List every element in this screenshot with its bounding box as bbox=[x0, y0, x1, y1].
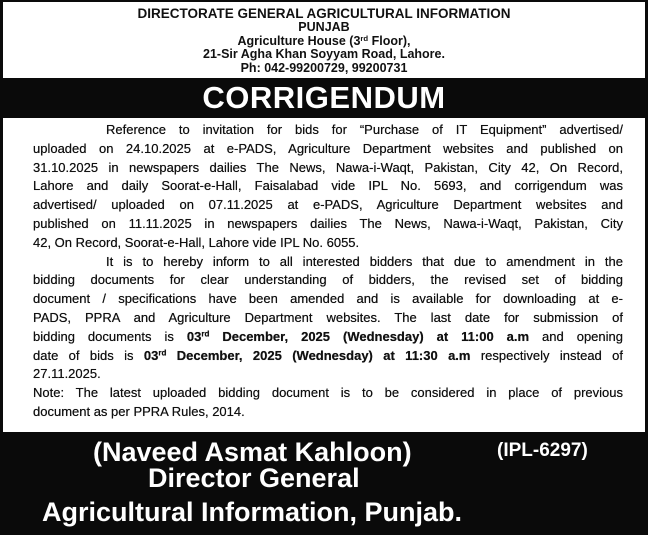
text: and opening bbox=[529, 328, 623, 344]
province: PUNJAB bbox=[298, 19, 350, 34]
phone: Ph: 042-99200729, 99200731 bbox=[240, 61, 408, 76]
ordinal-suffix: rd bbox=[158, 348, 167, 358]
paragraph-line: 31.10.2025 in newspapers dailies The News, Nawa-i-Waqt, Pakistan, City 42, On Record, bbox=[33, 159, 623, 175]
address-text: Floor), bbox=[368, 33, 411, 48]
opening-date-line bbox=[33, 347, 623, 366]
notice-title: CORRIGENDUM bbox=[202, 80, 446, 115]
paragraph-line: 27.11.2025. bbox=[33, 366, 101, 382]
paragraph-line: uploaded on 24.10.2025 at e-PADS, Agriculture Department websites and published on bbox=[33, 140, 623, 156]
submission-deadline: December, 2025 (Wednesday) at 11:00 a.m bbox=[209, 328, 530, 344]
address-line-1 bbox=[3, 35, 645, 49]
address-text: Agriculture House (3 bbox=[237, 33, 361, 48]
paragraph-line: 42, On Record, Soorat-e-Hall, Lahore vide IPL No. 6055. bbox=[33, 234, 360, 250]
paragraph-line: advertised/ uploaded on 07.11.2025 at e-PADS, Agriculture Department websites and bbox=[33, 197, 623, 213]
org-name: DIRECTORATE GENERAL AGRICULTURAL INFORMATION bbox=[137, 6, 511, 21]
letterhead bbox=[3, 2, 645, 78]
submission-date-line bbox=[33, 328, 623, 347]
note-line: document as per PPRA Rules, 2014. bbox=[33, 403, 245, 419]
text: bidding documents is bbox=[33, 328, 187, 344]
paragraph-line: It is to hereby inform to all interested bidders that due to amendment in the bbox=[106, 253, 623, 269]
paragraph-line: Reference to invitation for bids for “Purchase of IT Equipment” advertised/ bbox=[106, 122, 623, 137]
signatory-name: (Naveed Asmat Kahloon) bbox=[93, 437, 412, 467]
date-day: 03 bbox=[143, 347, 159, 363]
paragraph-line: published on 11.11.2025 in newspapers dailies The News, Nawa-i-Waqt, Pakistan, City bbox=[33, 215, 623, 231]
ordinal-suffix: rd bbox=[360, 33, 369, 43]
signatory-organization: Agricultural Information, Punjab. bbox=[42, 497, 463, 527]
note-line: Note: The latest uploaded bidding document is to be considered in place of previous bbox=[33, 385, 623, 401]
paragraph-line: Lahore and daily Soorat-e-Hall, Faisalabad vide IPL No. 5693, and corrigendum was bbox=[33, 178, 623, 194]
date-day: 03 bbox=[186, 328, 202, 344]
text: respectively instead of bbox=[470, 347, 624, 363]
ipl-number: (IPL-6297) bbox=[497, 440, 588, 461]
paragraph-line: bidding documents for clear understanding of bidders, the revised set of bidding bbox=[33, 272, 623, 288]
opening-deadline: December, 2025 (Wednesday) at 11:30 a.m bbox=[166, 347, 471, 363]
signatory-designation: Director General bbox=[148, 463, 360, 493]
ordinal-suffix: rd bbox=[201, 329, 210, 339]
paragraph-line: PADS, PPRA and Agriculture Department websites. The last date for submission of bbox=[33, 309, 623, 325]
paragraph-line: document / specifications have been amended and is available for downloading at e- bbox=[33, 291, 623, 307]
notice-body bbox=[3, 118, 645, 432]
address-line-2: 21-Sir Agha Khan Soyyam Road, Lahore. bbox=[203, 47, 445, 62]
text: date of bids is bbox=[33, 347, 144, 363]
